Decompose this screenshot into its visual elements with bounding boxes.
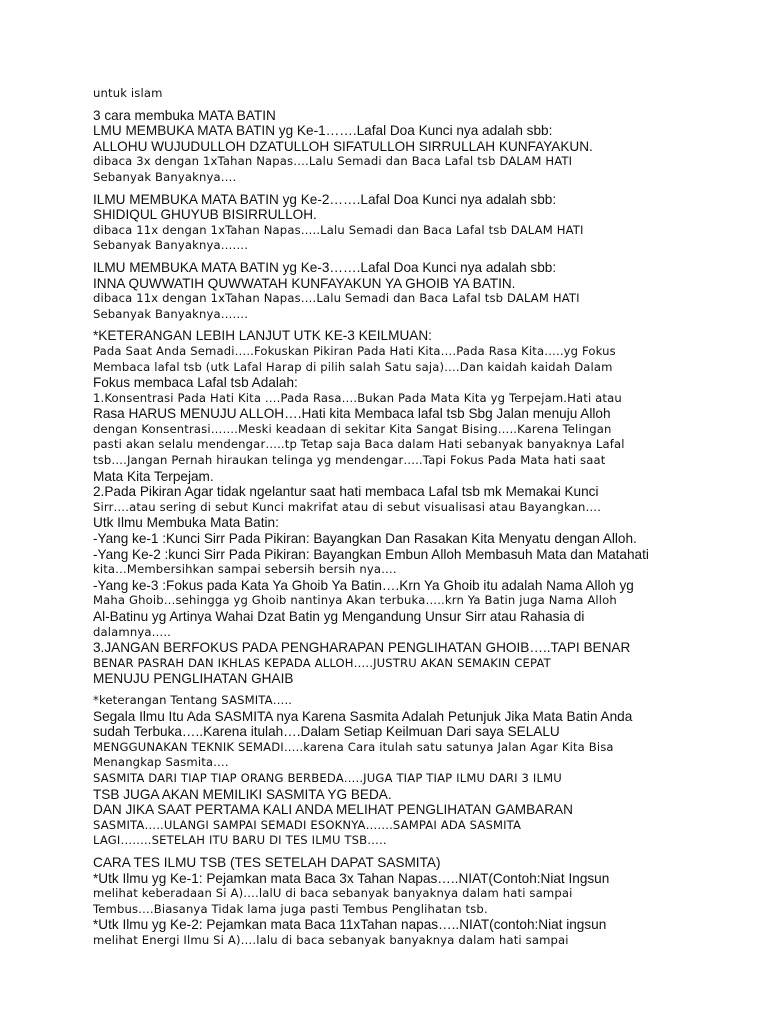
text-line: 3.JANGAN BERFOKUS PADA PENGHARAPAN PENGLIHATAN GHOIB…..TAPI BENAR xyxy=(93,640,631,656)
text-line: -Yang ke-3 :Fokus pada Kata Ya Ghoib Ya Batin….Krn Ya Ghoib itu adalah Nama Alloh yg xyxy=(93,577,634,593)
text-line: -Yang ke-1 :Kunci Sirr Pada Pikiran: Bayangkan Dan Rasakan Kita Menyatu dengan Alloh. xyxy=(93,531,637,547)
text-line: LAGI……..SETELAH ITU BARU DI TES ILMU TSB….. xyxy=(93,833,387,848)
text-line: MENUJU PENGLIHATAN GHAIB xyxy=(93,671,294,687)
text-line: Al-Batinu yg Artinya Wahai Dzat Batin yg Mengandung Unsur Sirr atau Rahasia di xyxy=(93,609,585,624)
text-line: ILMU MEMBUKA MATA BATIN yg Ke-2…….Lafal Doa Kunci nya adalah sbb: xyxy=(93,191,557,207)
text-line: Segala Ilmu Itu Ada SASMITA nya Karena Sasmita Adalah Petunjuk Jika Mata Batin Anda xyxy=(93,708,633,724)
text-line: Sebanyak Banyaknya…. xyxy=(93,169,237,184)
text-line: Rasa HARUS MENUJU ALLOH….Hati kita Membaca lafal tsb Sbg Jalan menuju Alloh xyxy=(93,406,611,422)
text-line: -Yang Ke-2 :kunci Sirr Pada Pikiran: Bayangkan Embun Alloh Membasuh Mata dan Matahati xyxy=(93,546,649,562)
text-line: Fokus membaca Lafal tsb Adalah: xyxy=(93,375,298,391)
text-line: untuk islam xyxy=(93,86,163,100)
text-line: dengan Konsentrasi…….Meski keadaan di sekitar Kita Sangat Bising…..Karena Telingan xyxy=(93,421,612,436)
text-line: LMU MEMBUKA MATA BATIN yg Ke-1…….Lafal Doa Kunci nya adalah sbb: xyxy=(93,123,553,139)
text-line: 1.Konsentrasi Pada Hati Kita ….Pada Rasa….Bukan Pada Mata Kita yg Terpejam.Hati atau xyxy=(93,390,622,405)
text-line: 3 cara membuka MATA BATIN xyxy=(93,107,276,123)
text-line: SASMITA DARI TIAP TIAP ORANG BERBEDA…..JUGA TIAP TIAP ILMU DARI 3 ILMU xyxy=(93,770,562,785)
text-line: MENGGUNAKAN TEKNIK SEMADI…..karena Cara itulah satu satunya Jalan Agar Kita Bisa xyxy=(93,739,614,754)
text-line: SHIDIQUL GHUYUB BISIRRULLOH. xyxy=(93,207,317,223)
text-line: Pada Saat Anda Semadi…..Fokuskan Pikiran Pada Hati Kita….Pada Rasa Kita…..yg Fokus xyxy=(93,343,616,358)
text-line: Menangkap Sasmita…. xyxy=(93,755,229,770)
text-line: dalamnya….. xyxy=(93,624,172,639)
text-line: dibaca 3x dengan 1xTahan Napas….Lalu Semadi dan Baca Lafal tsb DALAM HATI xyxy=(93,154,573,169)
text-line: CARA TES ILMU TSB (TES SETELAH DAPAT SASMITA) xyxy=(93,854,441,870)
text-line: Sebanyak Banyaknya……. xyxy=(93,238,249,253)
text-line: Sirr….atau sering di sebut Kunci makrifat atau di sebut visualisasi atau Bayangkan…. xyxy=(93,499,602,514)
text-line: SASMITA…..ULANGI SAMPAI SEMADI ESOKNYA…….SAMPAI ADA SASMITA xyxy=(93,817,522,832)
text-line: *keterangan Tentang SASMITA….. xyxy=(93,692,293,707)
text-line: dibaca 11x dengan 1xTahan Napas….Lalu Semadi dan Baca Lafal tsb DALAM HATI xyxy=(93,291,580,306)
text-line: melihat keberadaan Si A)….lalU di baca sebanyak banyaknya dalam hati sampai xyxy=(93,886,573,901)
text-line: *KETERANGAN LEBIH LANJUT UTK KE-3 KEILMUAN: xyxy=(93,328,432,344)
text-line: melihat Energi Ilmu Si A)….lalu di baca sebanyak banyaknya dalam hati sampai xyxy=(93,932,569,947)
text-line: 2.Pada Pikiran Agar tidak ngelantur saat hati membaca Lafal tsb mk Memakai Kunci xyxy=(93,484,599,500)
text-line: TSB JUGA AKAN MEMILIKI SASMITA YG BEDA. xyxy=(93,786,392,802)
text-line: BENAR PASRAH DAN IKHLAS KEPADA ALLOH…..JUSTRU AKAN SEMAKIN CEPAT xyxy=(93,655,551,670)
text-line: Membaca lafal tsb (utk Lafal Harap di pilih salah Satu saja)….Dan kaidah kaidah Dalam xyxy=(93,359,613,374)
text-line: ALLOHU WUJUDULLOH DZATULLOH SIFATULLOH SIRRULLAH KUNFAYAKUN. xyxy=(93,138,593,154)
text-line: Sebanyak Banyaknya……. xyxy=(93,306,249,321)
text-line: pasti akan selalu mendengar…..tp Tetap saja Baca dalam Hati sebanyak banyaknya Lafal xyxy=(93,437,625,452)
text-line: DAN JIKA SAAT PERTAMA KALI ANDA MELIHAT PENGLIHATAN GAMBARAN xyxy=(93,802,573,818)
text-line: Utk Ilmu Membuka Mata Batin: xyxy=(93,515,279,531)
document-page xyxy=(93,86,743,948)
text-line: *Utk Ilmu yg Ke-1: Pejamkan mata Baca 3x Tahan Napas…..NIAT(Contoh:Niat Ingsun xyxy=(93,870,610,886)
text-line: kita…Membersihkan sampai sebersih bersih nya…. xyxy=(93,562,397,577)
text-line: dibaca 11x dengan 1xTahan Napas…..Lalu Semadi dan Baca Lafal tsb DALAM HATI xyxy=(93,222,584,237)
text-line: *Utk Ilmu yg Ke-2: Pejamkan mata Baca 11xTahan napas…..NIAT(contoh:Niat ingsun xyxy=(93,917,607,933)
text-line: sudah Terbuka…..Karena itulah….Dalam Setiap Keilmuan Dari saya SELALU xyxy=(93,724,560,740)
text-line: INNA QUWWATIH QUWWATAH KUNFAYAKUN YA GHOIB YA BATIN. xyxy=(93,275,516,291)
text-line: Tembus….Biasanya Tidak lama juga pasti Tembus Penglihatan tsb. xyxy=(93,901,488,916)
text-line: tsb….Jangan Pernah hiraukan telinga yg mendengar…..Tapi Fokus Pada Mata hati saat xyxy=(93,453,606,468)
text-line: Mata Kita Terpejam. xyxy=(93,468,214,484)
text-line: ILMU MEMBUKA MATA BATIN yg Ke-3…….Lafal Doa Kunci nya adalah sbb: xyxy=(93,259,557,275)
text-line: Maha Ghoib…sehingga yg Ghoib nantinya Akan terbuka…..krn Ya Batin juga Nama Alloh xyxy=(93,593,617,608)
